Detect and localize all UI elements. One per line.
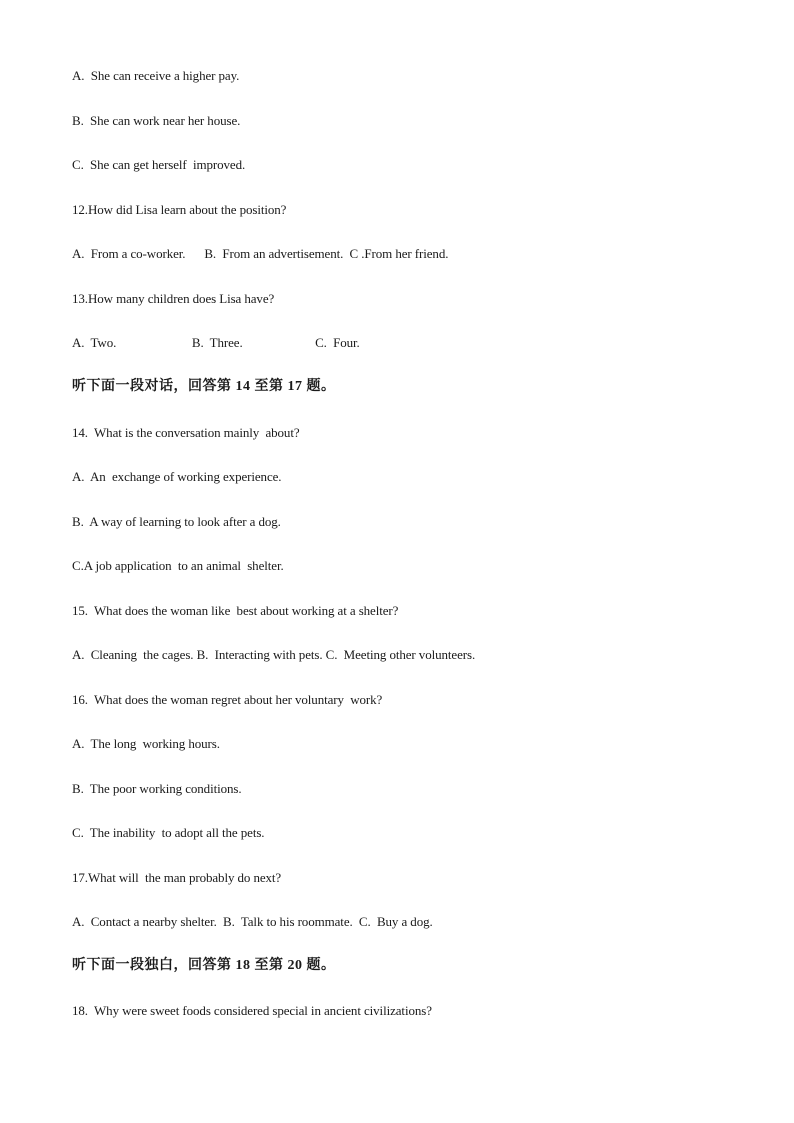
options-17: A. Contact a nearby shelter. B. Talk to his roommate. C. Buy a dog. [72, 914, 433, 929]
question-14: 14. What is the conversation mainly about? [72, 425, 300, 440]
option-16c: C. The inability to adopt all the pets. [72, 825, 265, 840]
question-15: 15. What does the woman like best about working at a shelter? [72, 603, 399, 618]
option-16a: A. The long working hours. [72, 736, 220, 751]
section-heading-14-17: 听下面一段对话，回答第 14 至第 17 题。 [72, 379, 336, 394]
question-16: 16. What does the woman regret about her voluntary work? [72, 692, 383, 707]
question-18: 18. Why were sweet foods considered special in ancient civilizations? [72, 1003, 432, 1018]
options-13: A. Two. B. Three. C. Four. [72, 335, 360, 350]
options-12: A. From a co-worker. B. From an advertisement. C .From her friend. [72, 246, 449, 261]
option-11c: C. She can get herself improved. [72, 157, 246, 172]
option-11b: B. She can work near her house. [72, 113, 241, 128]
option-14a: A. An exchange of working experience. [72, 469, 282, 484]
question-12: 12.How did Lisa learn about the position? [72, 202, 287, 217]
option-11a: A. She can receive a higher pay. [72, 68, 240, 83]
option-16b: B. The poor working conditions. [72, 781, 242, 796]
option-14b: B. A way of learning to look after a dog. [72, 514, 281, 529]
option-14c: C.A job application to an animal shelter. [72, 558, 284, 573]
question-13: 13.How many children does Lisa have? [72, 291, 275, 306]
question-17: 17.What will the man probably do next? [72, 870, 282, 885]
section-heading-18-20: 听下面一段独白，回答第 18 至第 20 题。 [72, 958, 336, 973]
options-15: A. Cleaning the cages. B. Interacting with pets. C. Meeting other volunteers. [72, 647, 476, 662]
